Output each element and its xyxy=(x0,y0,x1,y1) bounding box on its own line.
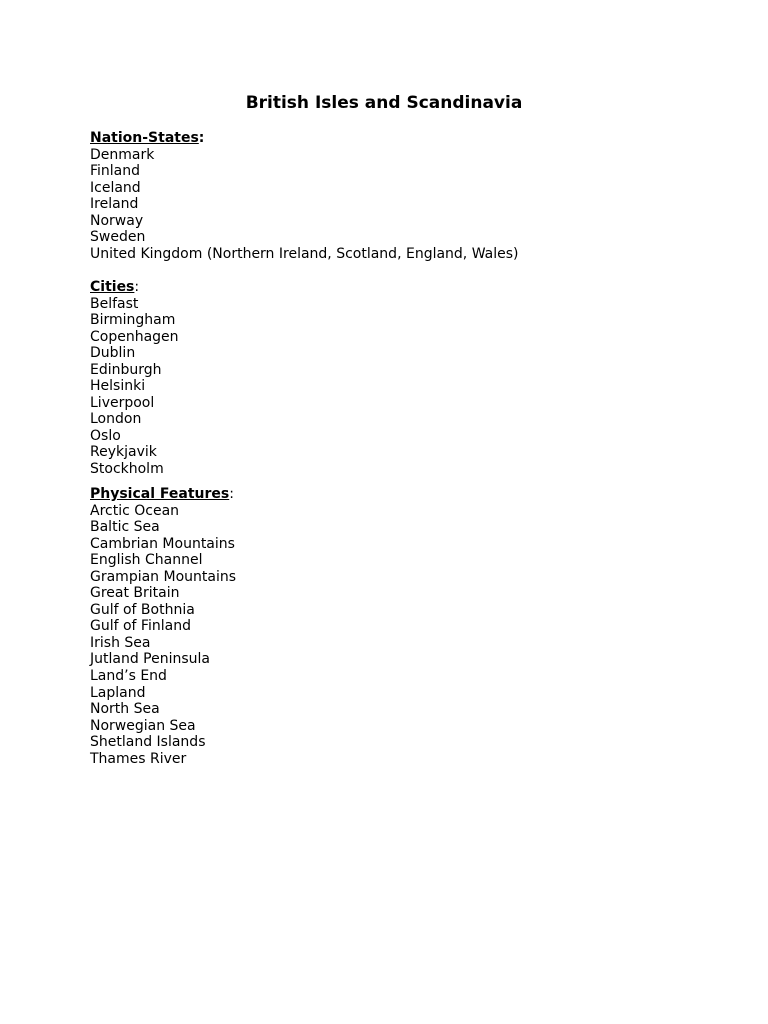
section-heading-label: Nation-States xyxy=(90,130,199,146)
list-item: Norway xyxy=(90,212,144,229)
list-item: Cambrian Mountains xyxy=(90,535,235,552)
list-item: Denmark xyxy=(90,146,155,163)
section-heading-cities xyxy=(90,279,179,296)
heading-colon: : xyxy=(229,486,234,502)
list-item: North Sea xyxy=(90,701,160,718)
list-item: Liverpool xyxy=(90,394,155,411)
cities-list xyxy=(90,296,179,478)
list-item: Land’s End xyxy=(90,668,167,685)
list-item: Gulf of Bothnia xyxy=(90,601,195,618)
section-cities xyxy=(90,279,179,478)
list-item: Birmingham xyxy=(90,312,176,329)
list-item: Ireland xyxy=(90,196,139,213)
section-physical-features xyxy=(90,486,236,767)
list-item: Helsinki xyxy=(90,378,146,395)
page-title: British Isles and Scandinavia xyxy=(245,93,523,113)
heading-colon: : xyxy=(198,130,205,146)
list-item: Belfast xyxy=(90,295,139,312)
nation-states-list xyxy=(90,147,519,263)
list-item: United Kingdom (Northern Ireland, Scotland, England, Wales) xyxy=(90,245,519,262)
section-heading-physical-features xyxy=(90,486,236,503)
list-item: London xyxy=(90,411,142,428)
list-item: Great Britain xyxy=(90,585,180,602)
list-item: Reykjavik xyxy=(90,444,157,461)
list-item: Iceland xyxy=(90,179,141,196)
list-item: Finland xyxy=(90,163,141,180)
list-item: Edinburgh xyxy=(90,361,162,378)
list-item: Dublin xyxy=(90,345,136,362)
list-item: Norwegian Sea xyxy=(90,717,196,734)
list-item: Lapland xyxy=(90,684,146,701)
section-heading-label: Cities xyxy=(90,279,135,295)
list-item: Gulf of Finland xyxy=(90,618,191,635)
list-item: Arctic Ocean xyxy=(90,502,180,519)
list-item: English Channel xyxy=(90,552,203,569)
list-item: Sweden xyxy=(90,229,146,246)
physical-features-list xyxy=(90,503,236,768)
list-item: Copenhagen xyxy=(90,328,179,345)
heading-colon: : xyxy=(134,279,140,295)
section-heading-label: Physical Features xyxy=(90,486,230,502)
section-nation-states xyxy=(90,130,519,262)
list-item: Oslo xyxy=(90,427,121,444)
list-item: Thames River xyxy=(90,750,187,767)
list-item: Jutland Peninsula xyxy=(90,651,210,668)
list-item: Baltic Sea xyxy=(90,519,160,536)
section-heading-nation-states xyxy=(90,130,519,147)
list-item: Stockholm xyxy=(90,461,164,478)
list-item: Grampian Mountains xyxy=(90,568,237,585)
list-item: Irish Sea xyxy=(90,634,151,651)
list-item: Shetland Islands xyxy=(90,734,206,751)
